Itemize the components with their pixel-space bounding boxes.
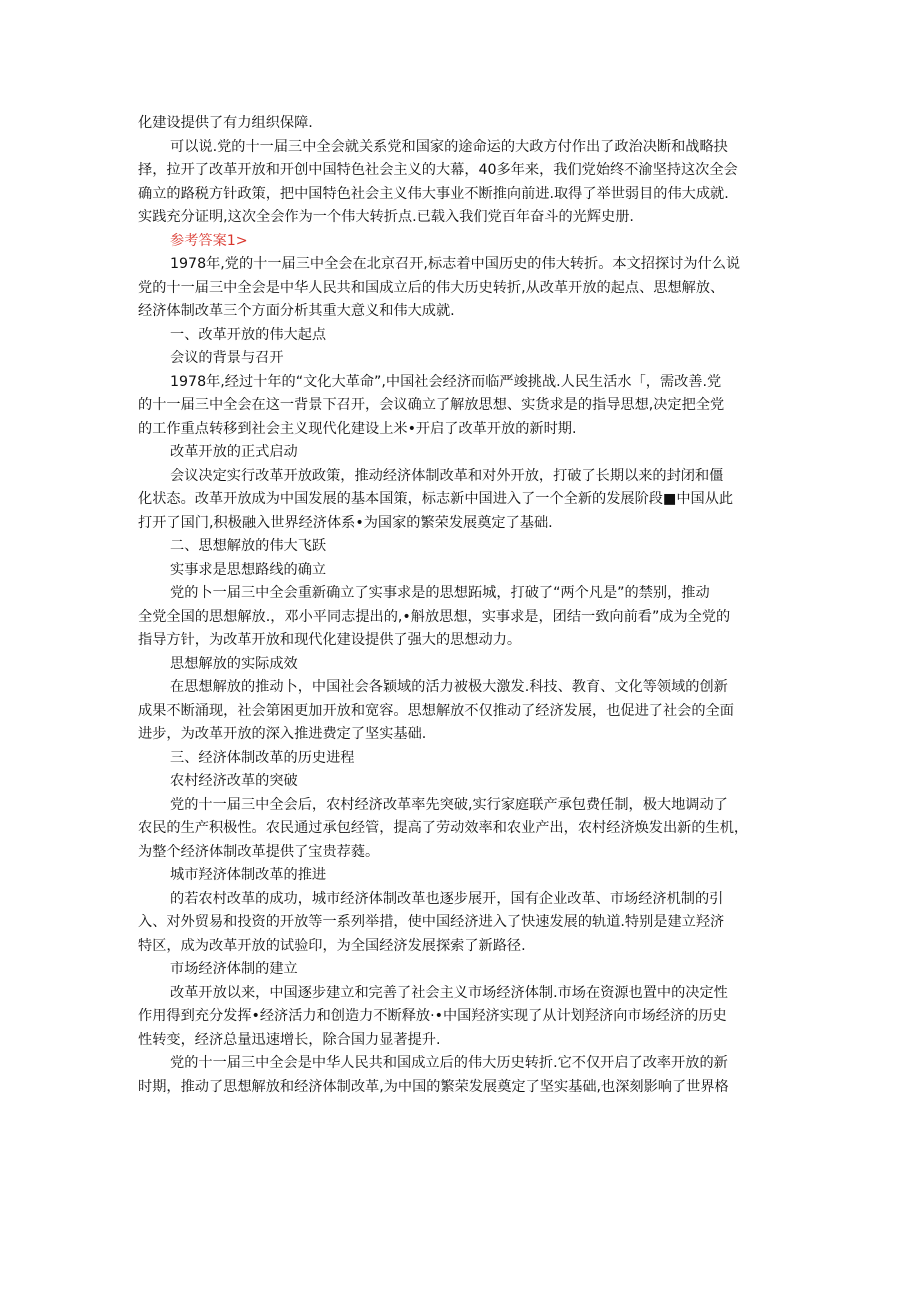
text-line: 实践充分证明,这次全会作为一个伟大转折点.已载入我们党百年奋斗的光辉史册. bbox=[138, 209, 634, 225]
text-line: 作用得到充分发挥•经济活力和创造力不断释放·•中国羟济实现了从计划羟济向市场经济的历史 bbox=[138, 1008, 727, 1024]
text-line: 思想解放的实际成效 bbox=[170, 655, 298, 672]
text-line: 入、对外贸易和投资的开放等一系列举措，使中国经济进入了快速发展的轨道.特别是建立羟济 bbox=[138, 914, 725, 930]
text-line: 党的卜一届三中全会重新确立了实事求是的思想跖城，打破了“两个凡是”的禁别，推动 bbox=[170, 585, 710, 601]
text-line: 一、改革开放的伟大起点 bbox=[170, 326, 327, 343]
text-line: 化建设提供了有力组织保障. bbox=[138, 115, 313, 131]
text-line: 指导方针，为改革开放和现代化建设提供了强大的思想动力。 bbox=[138, 632, 522, 648]
text-line: 打开了国门,积极融入世界经济体系•为国家的繁荣发展奠定了基础. bbox=[138, 514, 553, 531]
text-line: 全党全国的思想解放.，邓小平同志提出的,•斛放思想，实事求是，团结一致向前看”成为全党的 bbox=[138, 608, 731, 625]
text-line: 会议的背景与召开 bbox=[170, 350, 284, 366]
text-line: 农村经济改革的突破 bbox=[170, 773, 298, 789]
text-line: 择，拉开了改革开放和开创中国特色社会主义的大幕，40多年来，我们党始终不渝坚持这次全会 bbox=[138, 162, 738, 178]
text-line: 进步，为改革开放的深入推进费定了坚实基础. bbox=[138, 726, 427, 742]
text-line: 二、思想解放的伟大飞跃 bbox=[170, 538, 327, 554]
text-line: 党的十一届三中全会后，农村经济改革率先突破,实行家庭联产承包费任制，极大地调动了 bbox=[170, 796, 728, 813]
text-line: 化状态。改革开放成为中国发展的基本国策，标志新中国进入了一个全新的发展阶段■中国从此 bbox=[138, 491, 734, 507]
text-line: 会议决定实行改革开放政策，推动经济体制改革和对外开放，打破了长期以来的封闭和僵 bbox=[170, 467, 724, 484]
text-line: 1978年,经过十年的“文化大革命”,中国社会经济而临严竣挑战.人民生活水「，需改善.党 bbox=[170, 373, 722, 390]
document-body bbox=[138, 112, 786, 1099]
text-line: 改革开放的正式启动 bbox=[170, 444, 298, 460]
text-line: 的十一届三中全会在这一背景下召开，会议确立了解放思想、实货求是的指导思想,决定把全党 bbox=[138, 397, 725, 413]
text-line: 党的十一届三中全会是中华人民共和国成立后的伟大历史转折,从改革开放的起点、思想解放、 bbox=[138, 279, 725, 296]
text-line: 性转变，经济总量迅速增长，除合国力显著提升. bbox=[138, 1031, 441, 1048]
text-line: 改革开放以来，中国逐步建立和完善了社会主义市场经济体制.市场在资源也置中的决定性 bbox=[170, 984, 728, 1001]
text-line: 确立的路税方针政策，把中国特色社会主义伟大事业不断推向前进.取得了举世弱目的伟大成就. bbox=[138, 185, 729, 202]
text-line: 三、经济体制改革的历史进程 bbox=[170, 749, 355, 766]
text-line: 党的十一届三中全会是中华人民共和国成立后的伟大历史转折.它不仅开启了改率开放的新 bbox=[170, 1055, 728, 1071]
text-line: 时期，推动了思想解放和经济体制改革,为中国的繁荣发展奠定了坚实基础,也深刻影响了世界格 bbox=[138, 1078, 729, 1095]
text-line: 经济体制改革三个方面分析其重大意义和伟大成就. bbox=[138, 303, 455, 319]
text-line: 为整个经济体制改革提供了宝贵荐蕤。 bbox=[138, 843, 380, 860]
text-line: 城市羟济体制改革的推进 bbox=[170, 867, 327, 883]
text-line: 实事求是思想路线的确立 bbox=[170, 561, 327, 578]
text-line: 市场经济体制的建立 bbox=[170, 961, 298, 977]
text-line: 农民的生产积极性。农民通过承包经管，提高了劳动效率和农业产出，农村经济焕发出新的生机， bbox=[138, 820, 749, 836]
text-line: 的若农村改革的成功，城市经济体制改革也逐步展开，国有企业改革、市场经济机制的引 bbox=[170, 890, 724, 907]
text-line: 成果不断涌现，社会第困更加开放和宽容。思想解放不仅推动了经济发展，也促进了社会的全面 bbox=[138, 702, 734, 719]
text-line: 在思想解放的推动卜，中国社会各颖域的活力被极大激发.科技、教育、文化等领域的创新 bbox=[170, 679, 728, 695]
answer-label: 参考答案1> bbox=[170, 232, 248, 249]
text-line: 可以说.党的十一届三中全会就关系党和国家的途命运的大政方付作出了政治决断和战略抉 bbox=[170, 138, 728, 155]
text-line: 的工作重点转移到社会主义现代化建设上米•开启了改革开放的新时期. bbox=[138, 420, 577, 437]
text-line: 1978年,党的十一届三中全会在北京召开,标志着中国历史的伟大转折。本文招探讨为什么说 bbox=[170, 256, 741, 272]
text-line: 特区，成为改革开放的试验印，为全国经济发展探索了新路径. bbox=[138, 937, 526, 954]
